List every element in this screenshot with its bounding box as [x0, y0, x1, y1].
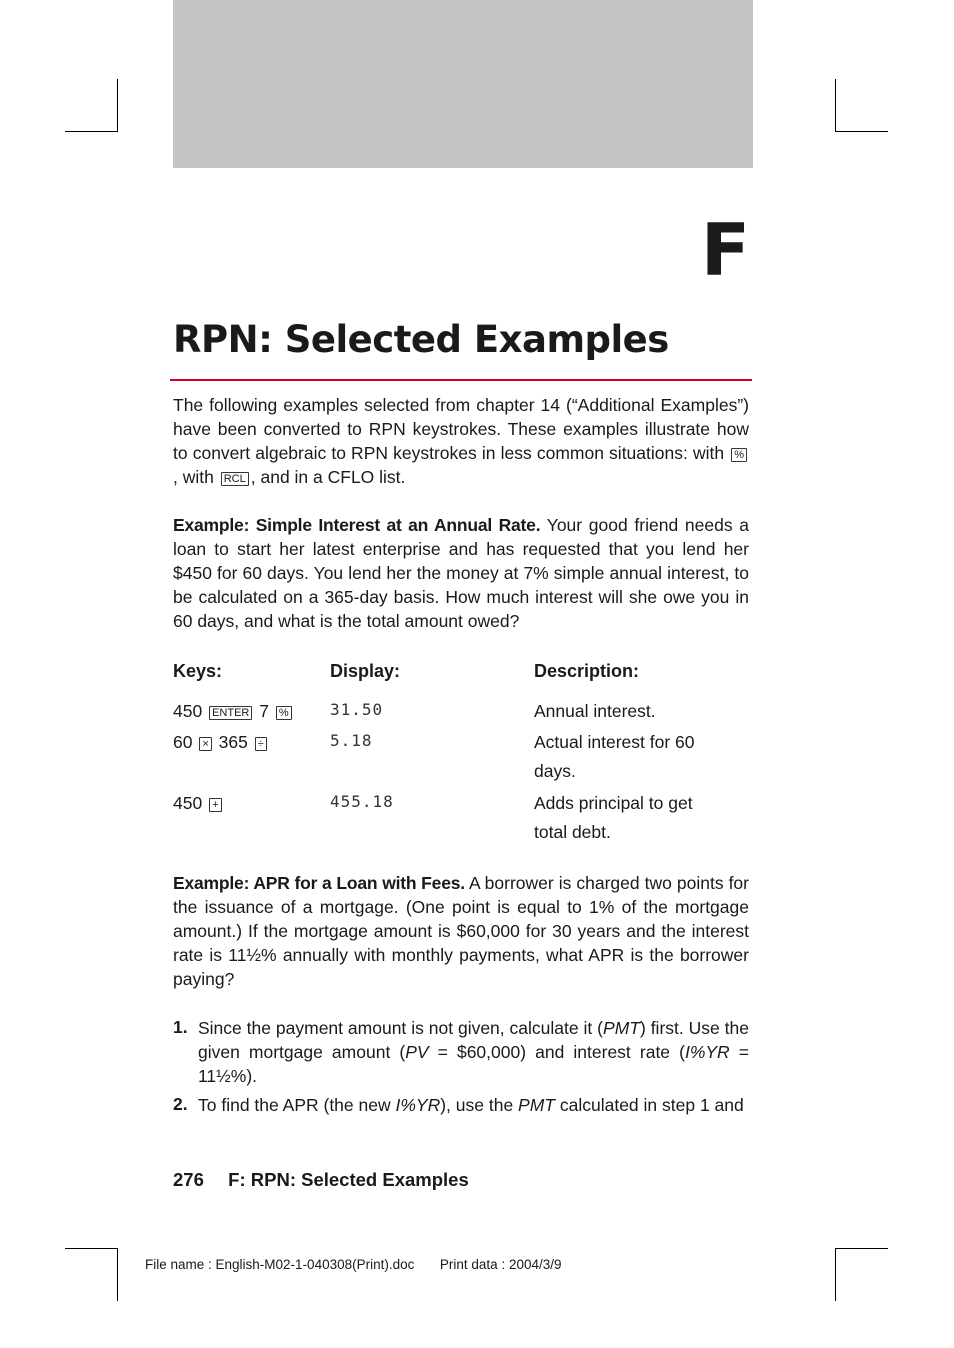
calculator-key: ENTER	[209, 706, 252, 720]
crop-mark	[117, 1248, 118, 1301]
percent-key: %	[731, 448, 747, 462]
crop-mark	[835, 1248, 888, 1249]
example-body: Your good friend needs a loan to start her latest enterprise and has requested that you lend her $450 for 60 days. You lend her the money at 7% simple annual interest, to be calculated on a 365-day basis. How much interest will she owe you in 60 days, and what is the total amount owed?	[173, 515, 749, 631]
display-cell: 31.50	[330, 700, 384, 719]
example-simple-interest	[173, 513, 749, 633]
display-cell: 5.18	[330, 731, 373, 750]
variable-name: PMT	[603, 1018, 640, 1038]
keys-cell	[173, 728, 269, 757]
display-cell: 455.18	[330, 792, 394, 811]
step-text-part: ), use the	[440, 1095, 519, 1115]
step-text-part: calculated in step 1 and	[555, 1095, 744, 1115]
description-line: days.	[534, 761, 576, 781]
chapter-letter: F	[700, 208, 748, 292]
crop-mark	[65, 1248, 118, 1249]
variable-name: PV	[405, 1042, 429, 1062]
description-line: Adds principal to get	[534, 793, 693, 813]
calculator-key: %	[276, 706, 292, 720]
intro-text: , with	[173, 467, 214, 487]
step-number: 2.	[173, 1094, 188, 1114]
step-number: 1.	[173, 1017, 188, 1037]
rcl-key: RCL	[221, 472, 249, 486]
step-text-part: ) first. Use the given mortgage amount (	[198, 1018, 749, 1062]
example-body: A borrower is charged two points for the issuance of a mortgage. (One point is equal to 1% of the mortgage amount.) If the mortgage amount is $60,000 for 30 years and the interest rate is 11½% annually with monthly payments, what APR is the borrower paying?	[173, 873, 749, 989]
calculator-key: +	[209, 798, 221, 812]
description-cell	[534, 789, 693, 847]
print-date: Print data : 2004/3/9	[439, 1257, 562, 1272]
chapter-title: RPN: Selected Examples	[173, 318, 669, 361]
keys-text: 450	[173, 793, 208, 813]
file-name: File name : English-M02-1-040308(Print).doc	[145, 1257, 415, 1272]
variable-name: I%YR	[684, 1042, 730, 1062]
calculator-key: ×	[199, 737, 211, 751]
example-heading: Example: APR for a Loan with Fees.	[173, 873, 465, 893]
title-rule	[170, 379, 752, 381]
variable-name: I%YR	[395, 1095, 441, 1115]
intro-text: The following examples selected from chapter 14 (“Additional Examples”) have been converted to RPN keystrokes. These examples illustrate how to convert algebraic to RPN keystrokes in less common situations: with	[173, 395, 749, 463]
crop-mark	[117, 79, 118, 132]
step-text	[198, 1093, 749, 1117]
keys-text: 60	[173, 732, 198, 752]
step-text-part: = 11½%).	[198, 1042, 749, 1086]
calculator-key: ÷	[255, 737, 267, 751]
keys-column-header: Keys:	[173, 661, 223, 681]
intro-paragraph	[173, 393, 749, 489]
example-apr-fees	[173, 871, 749, 991]
keys-text: 450	[173, 701, 208, 721]
keys-text: 365	[213, 732, 253, 752]
description-line: Actual interest for 60	[534, 732, 695, 752]
header-band	[173, 0, 753, 168]
description-line: Annual interest.	[534, 701, 656, 721]
display-column-header: Display:	[330, 661, 401, 681]
description-column-header: Description:	[534, 661, 640, 681]
crop-mark	[835, 131, 888, 132]
variable-name: PMT	[518, 1095, 555, 1115]
description-cell	[534, 728, 695, 786]
keys-cell	[173, 789, 224, 818]
crop-mark	[65, 131, 118, 132]
running-title: F: RPN: Selected Examples	[228, 1169, 469, 1190]
page-number: 276	[173, 1169, 204, 1190]
keys-text: 7	[254, 701, 274, 721]
example-heading: Example: Simple Interest at an Annual Rate.	[173, 515, 541, 535]
description-line: total debt.	[534, 822, 611, 842]
step-text	[198, 1016, 749, 1088]
page-footer	[173, 1169, 469, 1191]
crop-mark	[835, 79, 836, 132]
crop-mark	[835, 1248, 836, 1301]
keys-cell	[173, 697, 294, 726]
step-text-part: To find the APR (the new	[198, 1095, 396, 1115]
description-cell	[534, 697, 656, 726]
file-info	[145, 1257, 562, 1272]
step-text-part: Since the payment amount is not given, calculate it (	[198, 1018, 604, 1038]
step-text-part: = $60,000) and interest rate (	[428, 1042, 685, 1062]
intro-text: , and in a CFLO list.	[250, 467, 406, 487]
